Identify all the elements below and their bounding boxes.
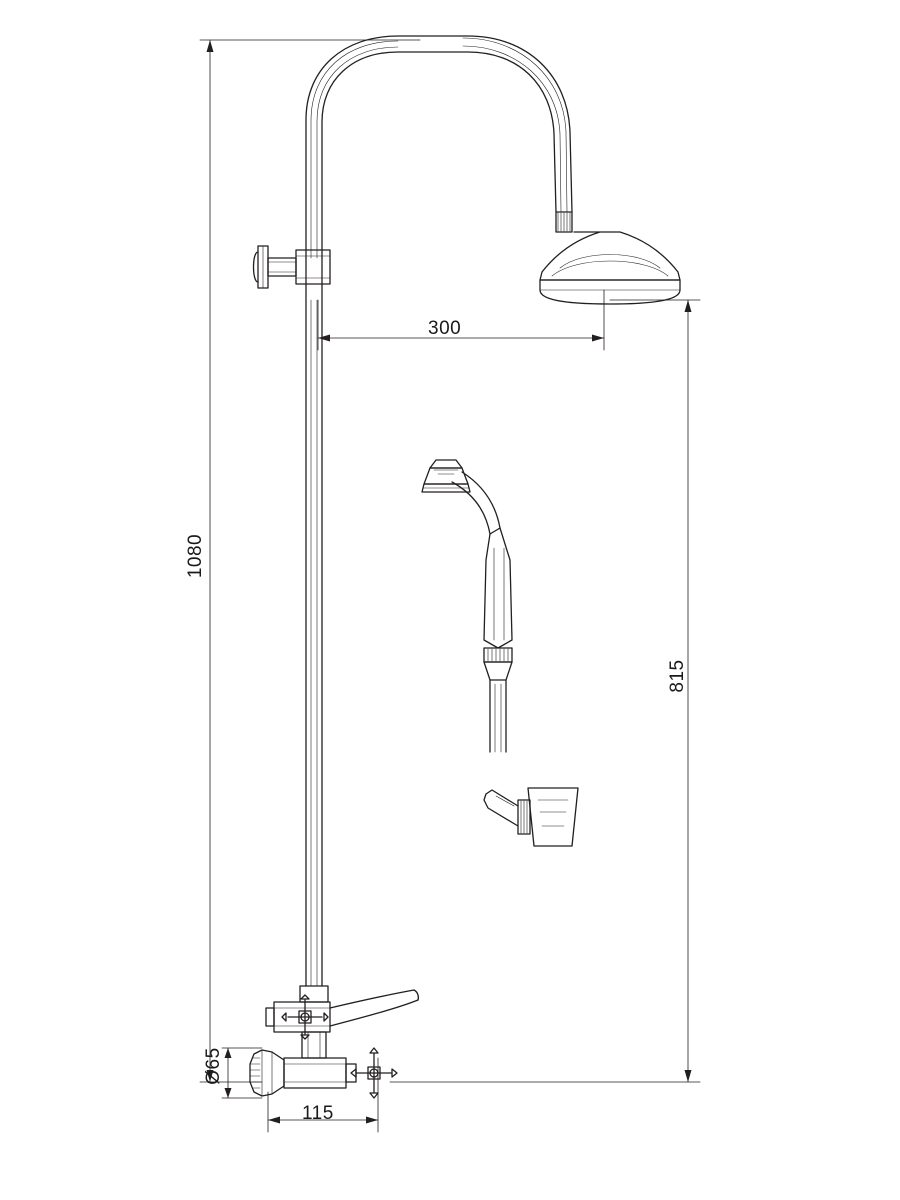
riser-pipe-vertical [306, 258, 322, 986]
escutcheon-flange [250, 1050, 284, 1096]
dim-label-arm-projection: 300 [428, 318, 462, 339]
mixer-body [250, 1032, 397, 1098]
cross-handle-lower [351, 1048, 397, 1098]
dim-label-overall-height: 1080 [185, 533, 206, 579]
diverter-cross-handle [266, 986, 418, 1039]
dimension-lines [200, 40, 700, 1132]
shower-hose [490, 680, 506, 752]
dim-label-head-height: 815 [667, 659, 688, 693]
gooseneck-riser-pipe [306, 36, 572, 258]
dim-label-flange-diameter: Ø65 [203, 1047, 224, 1085]
hand-shower-handset [422, 460, 512, 680]
overhead-shower-head [540, 212, 680, 304]
dim-label-body-width: 115 [302, 1103, 334, 1124]
wall-bracket [254, 246, 331, 288]
wall-outlet-elbow [484, 788, 578, 846]
